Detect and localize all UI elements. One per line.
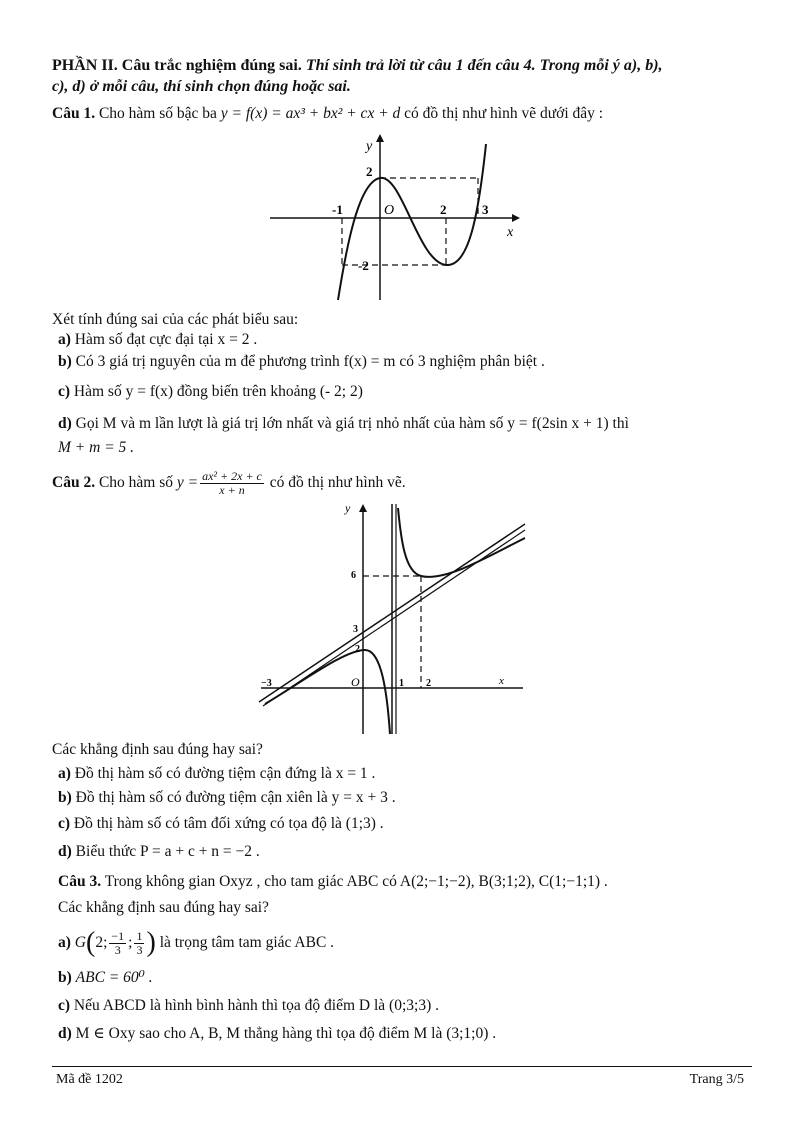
- q1-option-b: [58, 352, 545, 372]
- part-instruction-line-2: [52, 77, 752, 97]
- q1-label-y: y: [366, 139, 373, 154]
- q1-label-x: x: [507, 225, 514, 240]
- q1-option-a: [58, 330, 257, 350]
- q1-option-b-text: Có 3 giá trị nguyên của m để phương trình f(x) = m có 3 nghiệm phân biệt .: [75, 353, 545, 370]
- q3-option-a-label: a): [58, 934, 71, 951]
- footer-exam-code: Mã đề 1202: [56, 1072, 123, 1087]
- q3-option-c: [58, 996, 439, 1016]
- q1-option-c-label: c): [58, 383, 71, 400]
- q2-label-y6: 6: [351, 570, 356, 581]
- q3-option-a-frac1-num: −1: [111, 928, 125, 943]
- q3-label: Câu 3.: [58, 873, 102, 890]
- q3-option-a-2: 2;: [95, 934, 108, 951]
- q1-option-a-label: a): [58, 331, 71, 348]
- q3-option-a-text: là trọng tâm tam giác ABC .: [159, 934, 335, 951]
- q2-label-x1: 1: [399, 678, 404, 689]
- q2-option-a-label: a): [58, 765, 71, 782]
- q2-frac-num: ax² + 2x + c: [202, 469, 262, 483]
- q3-stem: [58, 872, 608, 892]
- part-instruction-1: Thí sinh trả lời từ câu 1 đến câu 4. Trong mỗi ý a), b),: [305, 57, 663, 74]
- q3-option-a-frac2-den: 3: [136, 942, 143, 957]
- q3-option-b: [58, 968, 153, 988]
- q1-text-after: có đồ thị như hình vẽ dưới đây :: [404, 105, 604, 122]
- q2-option-d-label: d): [58, 843, 72, 860]
- q1-label-o: O: [384, 203, 395, 218]
- q3-text: Trong không gian Oxyz , cho tam giác ABC có A(2;−1;−2), B(3;1;2), C(1;−1;1) .: [104, 873, 608, 890]
- q1-prompt: Xét tính đúng sai của các phát biểu sau:: [52, 311, 299, 328]
- q3-option-b-text: ABC = 60⁰ .: [75, 969, 153, 986]
- q2-prompt: Các khẳng định sau đúng hay sai?: [52, 741, 263, 758]
- q3-option-a-frac1-den: 3: [114, 942, 121, 957]
- q2-option-b-label: b): [58, 789, 72, 806]
- q2-text-after: có đồ thị như hình vẽ.: [269, 474, 406, 492]
- q2-fraction: [200, 470, 264, 497]
- q1-option-d-text: Gọi M và m lần lượt là giá trị lớn nhất và giá trị nhỏ nhất của hàm số y = f(2sin x + 1) thì: [75, 415, 629, 432]
- q1-label-y2: 2: [366, 164, 373, 179]
- q2-label-y: y: [345, 501, 351, 515]
- q3-option-a-open: (: [86, 927, 96, 958]
- q1-label-yneg2: -2: [358, 258, 369, 273]
- q3-option-a: [58, 924, 334, 962]
- q2-option-c: [58, 814, 384, 834]
- part-heading-line: [52, 56, 752, 76]
- q1-graph: [260, 130, 530, 302]
- part-heading: PHẦN II. Câu trắc nghiệm đúng sai.: [52, 57, 302, 74]
- q3-option-a-sep: ;: [128, 934, 133, 951]
- q1-option-b-label: b): [58, 353, 72, 370]
- q1-formula: y = f(x) = ax³ + bx² + cx + d: [220, 105, 401, 122]
- q3-option-d: [58, 1024, 496, 1044]
- q2-label-y2: 2: [355, 644, 360, 655]
- q1-option-d-text2: M + m = 5 .: [58, 439, 135, 456]
- part-instruction-2: c), d) ở mỗi câu, thí sinh chọn đúng hoặc sai.: [52, 78, 351, 95]
- q1-option-d: [58, 414, 629, 434]
- q2-label-y3: 3: [353, 624, 358, 635]
- q2-label-x: x: [499, 675, 504, 687]
- q2-option-b-text: Đồ thị hàm số có đường tiệm cận xiên là y = x + 3 .: [75, 789, 396, 806]
- q2-option-d: [58, 842, 260, 862]
- q2-y-arrow: [359, 504, 367, 512]
- q1-option-d-cont: [58, 438, 134, 458]
- q1-label-xneg1: -1: [332, 202, 343, 217]
- q1-cubic-curve: [338, 144, 486, 300]
- q1-option-c-text: Hàm số y = f(x) đồng biến trên khoảng (- 2; 2): [73, 383, 363, 400]
- q1-label: Câu 1.: [52, 105, 96, 122]
- q2-frac-den: x + n: [219, 483, 245, 497]
- q3-option-d-label: d): [58, 1025, 72, 1042]
- q3-option-b-label: b): [58, 969, 72, 986]
- q2-option-a-text: Đồ thị hàm số có đường tiệm cận đứng là x = 1 .: [74, 765, 376, 782]
- q2-text-before: Cho hàm số: [98, 474, 174, 492]
- q2-stem: [52, 470, 752, 497]
- q2-label: Câu 2.: [52, 474, 96, 492]
- q2-graph: [255, 500, 535, 738]
- q3-option-a-frac2-num: 1: [136, 928, 143, 943]
- q1-text-before: Cho hàm số bậc ba: [98, 105, 217, 122]
- q3-prompt: Các khẳng định sau đúng hay sai?: [58, 899, 269, 916]
- q1-stem: [52, 104, 752, 124]
- q3-option-a-close: ): [146, 927, 156, 958]
- q1-x-arrow: [512, 214, 520, 222]
- q2-option-b: [58, 788, 396, 808]
- q3-option-a-frac1: [109, 930, 126, 957]
- footer-rule: [52, 1066, 752, 1067]
- q1-label-x2: 2: [440, 202, 447, 217]
- q1-option-a-text: Hàm số đạt cực đại tại x = 2 .: [74, 331, 258, 348]
- q2-label-o: O: [351, 675, 360, 689]
- q2-option-c-label: c): [58, 815, 71, 832]
- q3-option-d-text: M ∈ Oxy sao cho A, B, M thẳng hàng thì tọa độ điểm M là (3;1;0) .: [75, 1025, 497, 1042]
- q1-option-d-label: d): [58, 415, 72, 432]
- q3-option-a-g: G: [74, 934, 86, 951]
- q2-option-a: [58, 764, 375, 784]
- q2-option-c-text: Đồ thị hàm số có tâm đối xứng có tọa độ là (1;3) .: [73, 815, 384, 832]
- footer-page-number: Trang 3/5: [689, 1072, 744, 1087]
- q2-label-x2: 2: [426, 678, 431, 689]
- q3-option-c-label: c): [58, 997, 71, 1014]
- q1-y-arrow: [376, 134, 384, 142]
- q1-option-c: [58, 382, 363, 402]
- q1-label-x3: 3: [482, 202, 489, 217]
- q2-y-eq: y =: [176, 474, 199, 492]
- q2-option-d-text: Biểu thức P = a + c + n = −2 .: [75, 843, 260, 860]
- q2-label-xneg3: −3: [261, 678, 272, 689]
- q3-option-c-text: Nếu ABCD là hình bình hành thì tọa độ điểm D là (0;3;3) .: [73, 997, 439, 1014]
- q3-option-a-frac2: [134, 930, 144, 957]
